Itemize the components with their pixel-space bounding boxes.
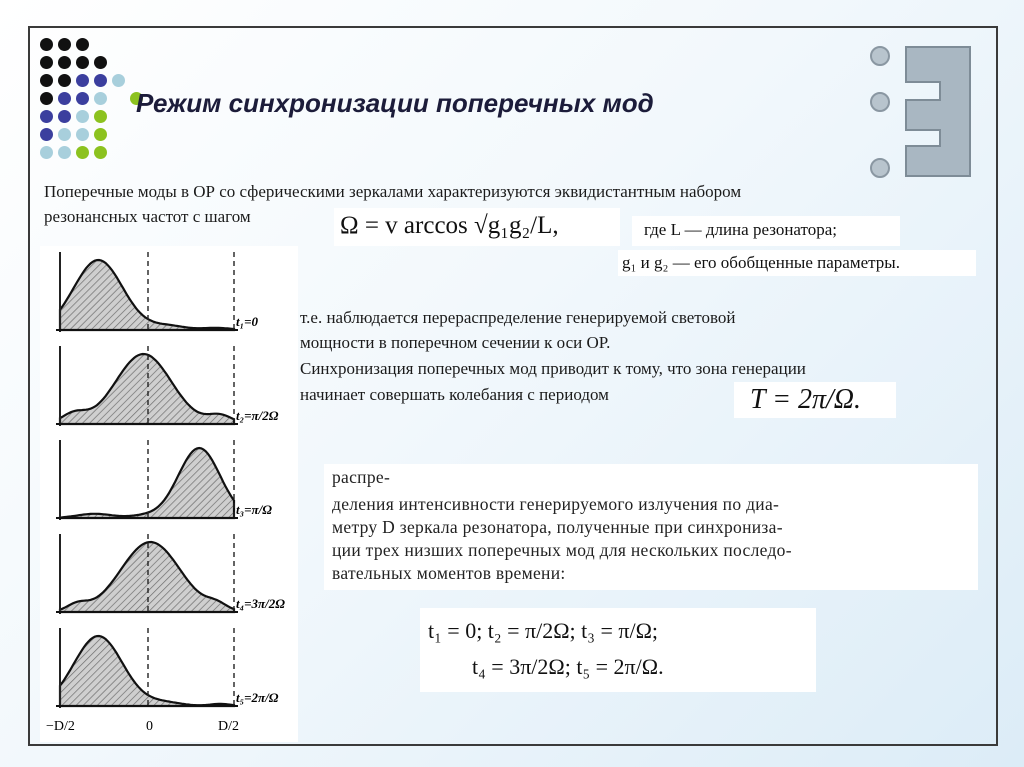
- caption-line-2: деления интенсивности генерируемого излучения по диа-: [332, 494, 780, 514]
- intro-line-2: резонансных частот с шагом: [44, 207, 251, 226]
- decorative-dot: [94, 146, 107, 159]
- panel-time-label: t₄=3π/2Ω: [236, 596, 285, 611]
- decorative-dot: [40, 128, 53, 141]
- decorative-dot: [40, 38, 53, 51]
- decorative-dot: [94, 110, 107, 123]
- where-note-1-image: [632, 216, 900, 246]
- decorative-dot: [76, 74, 89, 87]
- intensity-curve: [60, 636, 234, 706]
- intensity-panel: [56, 534, 285, 614]
- time-moments-row-1: t₁ = 0; t₂ = π/2Ω; t₃ = π/Ω;: [428, 618, 659, 643]
- intro-line-1: Поперечные моды в ОР со сферическими зеркалами характеризуются эквидистантным набором: [44, 182, 742, 201]
- decorative-dot: [40, 146, 53, 159]
- decorative-dot: [58, 92, 71, 105]
- caption-line-4: ции трех низших поперечных мод для нескольких последо-: [332, 540, 792, 560]
- decorative-dot: [76, 146, 89, 159]
- caption-scan: [324, 464, 978, 590]
- panel-time-label: t₁=0: [236, 314, 259, 329]
- where-note-2-image: [618, 250, 976, 276]
- where-note-line-2: g₁ и g₂ — его обобщенные параметры.: [622, 253, 900, 272]
- panel-time-label: t₅=2π/Ω: [236, 690, 279, 705]
- axis-label-right: D/2: [218, 719, 239, 734]
- decorative-dot: [94, 74, 107, 87]
- caption-line-1: распре-: [332, 467, 391, 487]
- intensity-curve: [60, 260, 234, 330]
- intensity-curve: [60, 448, 234, 518]
- intensity-plots: [40, 246, 298, 742]
- decorative-dot: [112, 74, 125, 87]
- intensity-panel: [56, 628, 279, 708]
- decorative-dot: [94, 92, 107, 105]
- explanation-line-4: начинает совершать колебания с периодом: [300, 385, 609, 404]
- decorative-dot: [94, 56, 107, 69]
- decorative-dot: [58, 56, 71, 69]
- decorative-dot: [40, 56, 53, 69]
- intensity-panel: [56, 252, 259, 332]
- axis-label-center: 0: [146, 719, 153, 734]
- where-note-line-1: где L — длина резонатора;: [644, 220, 837, 239]
- explanation-line-1: т.е. наблюдается перераспределение генерируемой световой: [300, 308, 736, 327]
- decorative-dot: [94, 128, 107, 141]
- explanation-line-3: Синхронизация поперечных мод приводит к тому, что зона генерации: [300, 359, 806, 378]
- panel-time-label: t₂=π/2Ω: [236, 408, 279, 423]
- decorative-dot: [76, 128, 89, 141]
- decorative-dot: [76, 38, 89, 51]
- decorative-dot: [58, 38, 71, 51]
- formula-omega-image: [334, 208, 620, 246]
- formula-omega: Ω = v arccos √g₁g₂/L,: [340, 212, 559, 239]
- decorative-dot: [58, 74, 71, 87]
- decorative-dot-grid: [38, 36, 148, 166]
- axis-label-left: −D/2: [46, 719, 75, 734]
- decorative-dot: [76, 110, 89, 123]
- decorative-dot: [58, 110, 71, 123]
- decorative-dot: [58, 128, 71, 141]
- explanation-line-2: мощности в поперечном сечении к оси ОР.: [300, 333, 611, 352]
- decorative-dot: [76, 92, 89, 105]
- intensity-panel: [56, 440, 272, 520]
- caption-line-3: метру D зеркала резонатора, полученные при синхрониза-: [332, 517, 783, 537]
- time-moments-row-2: t₄ = 3π/2Ω; t₅ = 2π/Ω.: [472, 654, 664, 679]
- caption-line-5: вательных моментов времени:: [332, 563, 566, 583]
- decorative-dot: [76, 56, 89, 69]
- intensity-panel: [56, 346, 279, 426]
- slide-title: Режим синхронизации поперечных мод: [136, 88, 654, 118]
- intensity-curve: [60, 542, 234, 612]
- decorative-dot: [40, 92, 53, 105]
- intensity-plots-image: [40, 246, 298, 742]
- decorative-dot: [58, 146, 71, 159]
- formula-period: T = 2π/Ω.: [750, 384, 862, 415]
- intensity-curve: [60, 354, 234, 424]
- time-moments-box: [420, 608, 816, 692]
- formula-period-image: [734, 382, 896, 418]
- decorative-dot: [40, 74, 53, 87]
- panel-time-label: t₃=π/Ω: [236, 502, 272, 517]
- decorative-dot: [40, 110, 53, 123]
- logo-icon: [866, 42, 976, 182]
